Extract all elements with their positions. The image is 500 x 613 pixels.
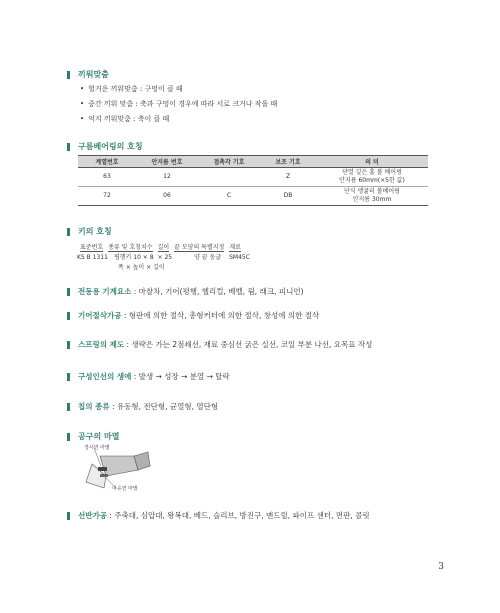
section-title: 공구의 마멸 [78, 432, 120, 441]
section-title: 구름베어링의 호칭 [78, 142, 143, 151]
meaning-line: 안지름 60mm(×5한 값) [339, 177, 405, 184]
key-header-row [80, 242, 241, 252]
column-header: 계열번호 [78, 156, 136, 168]
table-cell: 12 [136, 168, 198, 187]
list-item: • 억지 끼워맞춤 : 축이 클 때 [80, 112, 277, 127]
section-builtup [67, 371, 230, 382]
key-value-length: × 25 [157, 254, 173, 261]
section-title: 키의 호칭 [78, 227, 112, 236]
wear-label-flank: 여유면 마멸 [112, 486, 138, 492]
section-marker [67, 341, 70, 349]
table-cell: 72 [78, 187, 136, 206]
section-text: : 발생 → 성장 → 분열 → 탈락 [131, 372, 230, 381]
bearing-table [78, 155, 428, 206]
table-header-row [78, 156, 428, 168]
section-marker [67, 312, 70, 320]
table-row [78, 187, 428, 206]
key-header-material: 재료 [229, 244, 241, 251]
section-title: 전동용 기계요소 [78, 287, 132, 296]
key-header-length: 길이 [157, 244, 170, 251]
leader-line-top [94, 448, 101, 466]
key-value-row [77, 252, 250, 261]
table-cell-meaning [316, 187, 428, 206]
section-text: : 생략은 가는 2점쇄선, 재료 중심선 굵은 실선, 코일 부분 나선, 요목표 작성 [124, 340, 373, 349]
section-title: 선반가공 [78, 511, 107, 520]
column-header: 접촉각 기호 [198, 156, 260, 168]
table-cell-meaning [316, 168, 428, 187]
table-cell: Z [260, 168, 316, 187]
section-marker [67, 433, 70, 441]
key-header-end: 끝 모양의 특별지정 [174, 244, 225, 251]
section-spring [67, 339, 372, 350]
meaning-line: 단식 앵귤러 볼베어링 [344, 188, 400, 195]
section-bearing-heading [67, 141, 143, 152]
section-marker [67, 288, 70, 296]
tool-body [100, 456, 138, 476]
column-header: 안지름 번호 [136, 156, 198, 168]
table-cell: C [198, 187, 260, 206]
section-text: : 마찰차, 기어(평행, 헬리컬, 베벨, 웜, 래크, 피니언) [131, 287, 304, 296]
meaning-line: 안지름 30mm [352, 196, 392, 203]
crater-wear-mark [98, 467, 107, 471]
section-marker [67, 143, 70, 151]
section-title: 구성인선의 생애 [78, 372, 132, 381]
key-value-material: SM45C [229, 254, 250, 261]
wear-label-rake: 경사면 마멸 [84, 445, 110, 451]
list-item: • 중간 끼워 맞춤 : 축과 구멍이 경우에 따라 서로 크거나 작을 때 [80, 97, 277, 112]
section-chip [67, 401, 218, 412]
table-cell [198, 168, 260, 187]
section-power [67, 286, 304, 297]
section-lathe [67, 510, 370, 521]
fit-bullet-list [80, 82, 277, 127]
key-note: 폭 × 높이 × 길이 [118, 264, 165, 271]
table-cell: DB [260, 187, 316, 206]
key-header-standard: 표준번호 [80, 244, 104, 251]
list-item: • 헐거운 끼워맞춤 : 구멍이 클 때 [80, 82, 277, 97]
column-header: 보조 기호 [260, 156, 316, 168]
section-title: 끼워맞춤 [78, 70, 109, 79]
section-marker [67, 71, 70, 79]
key-value-standard: KS B 1311 [77, 254, 108, 261]
flank-wear-mark [100, 474, 108, 477]
section-marker [67, 228, 70, 236]
key-value-type: 평행키 10 × 8 [113, 254, 154, 261]
table-row [78, 168, 428, 187]
section-title: 칩의 종류 [78, 402, 110, 411]
section-marker [67, 403, 70, 411]
section-gear [67, 310, 319, 321]
section-marker [67, 373, 70, 381]
section-marker [67, 512, 70, 520]
section-title: 기어절삭가공 [78, 311, 122, 320]
table-cell: 63 [78, 168, 136, 187]
section-wear-heading [67, 431, 119, 442]
section-key-heading [67, 226, 112, 237]
key-header-type: 종류 및 호칭치수 [108, 244, 153, 251]
section-fit-heading [67, 69, 109, 80]
key-value-end: 양 끝 둥글 [194, 254, 222, 261]
section-text: : 주축대, 심압대, 왕복대, 베드, 슬리브, 방진구, 맨드릴, 파이프 센터, 면판, 콜릿 [106, 511, 370, 520]
section-text: : 형판에 의한 절삭, 총형커터에 의한 절삭, 창성에 의한 절삭 [121, 311, 320, 320]
section-text: : 유동형, 전단형, 균열형, 열단형 [109, 402, 219, 411]
meaning-line: 단열 깊은 홈 볼 베어링 [342, 169, 402, 176]
table-cell: 06 [136, 187, 198, 206]
column-header: 의 미 [316, 156, 428, 168]
section-title: 스프링의 제도 [78, 340, 125, 349]
page-number: 3 [438, 562, 444, 572]
